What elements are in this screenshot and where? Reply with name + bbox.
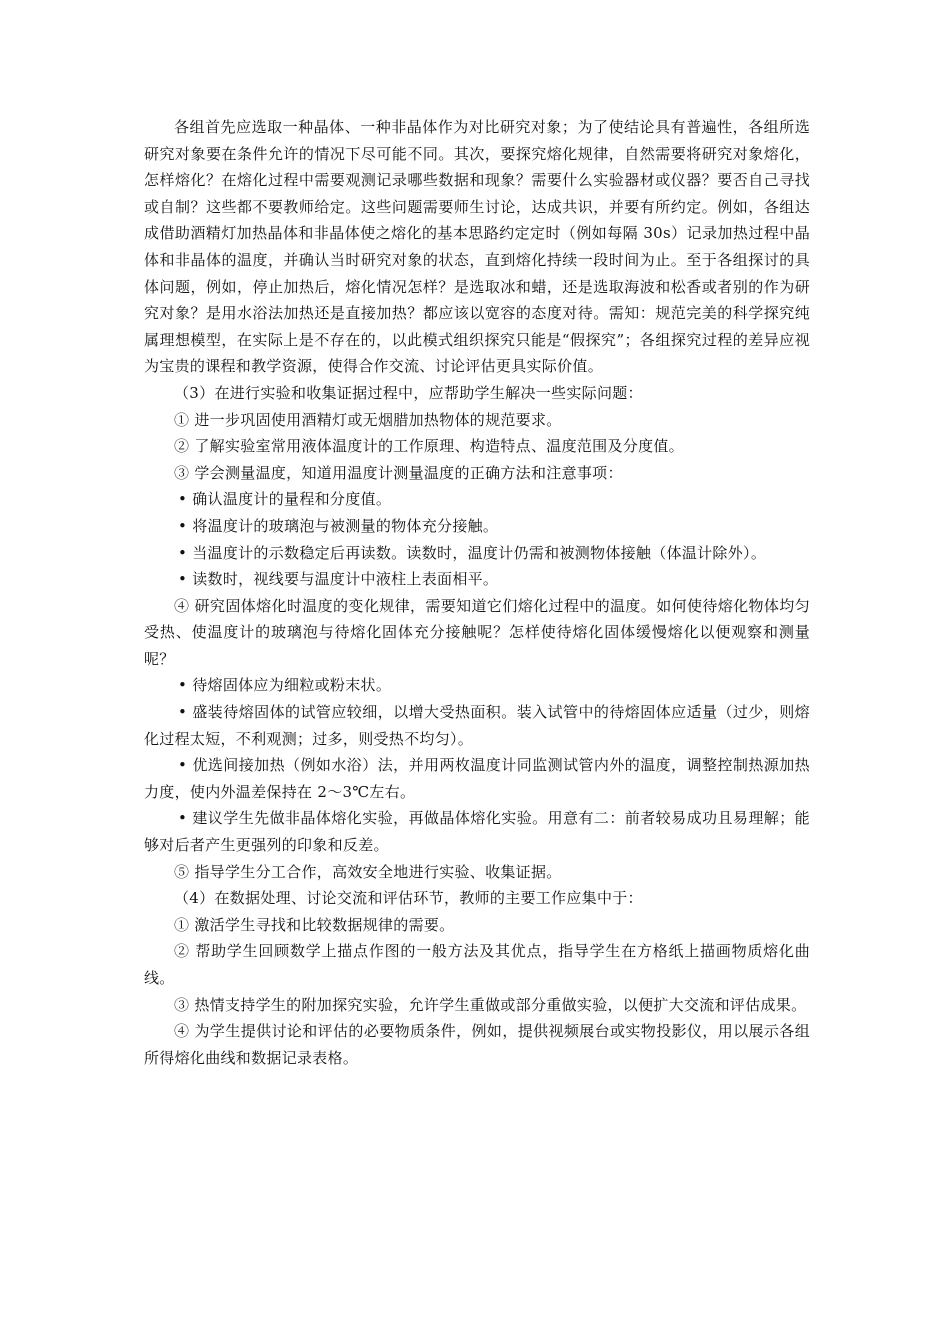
section-4-heading: （4）在数据处理、讨论交流和评估环节，教师的主要工作应集中于： <box>174 889 643 908</box>
bullet-item: • 确认温度计的量程和分度值。 <box>178 490 392 509</box>
bullet-item: • 读数时，视线要与温度计中液柱上表面相平。 <box>178 570 499 589</box>
list-item: ④ 研究固体熔化时温度的变化规律，需要知道它们熔化过程中的温度。如何使待熔化物体均匀受热、使温度计的玻璃泡与待熔化固体充分接触呢？怎样使待熔化固体缓慢熔化以便观察和测量呢？ <box>144 596 810 668</box>
bullet-item: • 待熔固体应为细粒或粉末状。 <box>178 676 392 695</box>
list-item: ⑤ 指导学生分工合作，高效安全地进行实验、收集证据。 <box>174 862 562 881</box>
list-item: ② 了解实验室常用液体温度计的工作原理、构造特点、温度范围及分度值。 <box>174 437 684 456</box>
bullet-item: • 将温度计的玻璃泡与被测量的物体充分接触。 <box>178 516 499 535</box>
paragraph-intro: 各组首先应选取一种晶体、一种非晶体作为对比研究对象；为了使结论具有普遍性，各组所选研究对象要在条件允许的情况下尽可能不同。其次，要探究熔化规律，自然需要将研究对象熔化，怎样熔化？在熔化过程中需要观测记录哪些数据和现象？需要什么实验器材或仪器？要否自己寻找或自制？这些都不要教师给定。这些问题需要师生讨论，达成共识，并要有所约定。例如，各组达成借助酒精灯加热晶体和非晶体使之熔化的基本思路约定定时（例如每隔 30s）记录加热过程中晶体和非晶体的温度，并确认当时研究对象的状态，直到熔化持续一段时间为止。至于各组探讨的具体问题，例如，停止加热后，熔化情况怎样？是选取冰和蜡，还是选取海波和松香或者别的作为研究对象？是用水浴法加热还是直接加热？都应该以宽容的态度对待。需知：规范完美的科学探究纯属理想模型，在实际上是不存在的，以此模式组织探究只能是“假探究”；各组探究过程的差异应视为宝贵的课程和教学资源，使得合作交流、讨论评估更具实际价值。 <box>144 118 810 376</box>
bullet-item: • 当温度计的示数稳定后再读数。读数时，温度计仍需和被测物体接触（体温计除外）。 <box>178 543 767 562</box>
section-3-heading: （3）在进行实验和收集证据过程中，应帮助学生解决一些实际问题： <box>174 383 643 402</box>
list-item: ① 激活学生寻找和比较数据规律的需要。 <box>174 915 455 934</box>
document-body <box>144 114 810 1071</box>
list-item: ③ 热情支持学生的附加探究实验，允许学生重做或部分重做实验，以便扩大交流和评估成果。 <box>174 995 807 1014</box>
list-item: ③ 学会测量温度，知道用温度计测量温度的正确方法和注意事项： <box>174 463 623 482</box>
bullet-item: • 建议学生先做非晶体熔化实验，再做晶体熔化实验。用意有二：前者较易成功且易理解；能够对后者产生更强列的印象和反差。 <box>144 809 810 855</box>
list-item: ① 进一步巩固使用酒精灯或无烟腊加热物体的规范要求。 <box>174 410 562 429</box>
bullet-item: • 盛装待熔固体的试管应较细，以增大受热面积。装入试管中的待熔固体应适量（过少，则熔化过程太短，不利观测；过多，则受热不均匀）。 <box>144 703 810 748</box>
list-item: ② 帮助学生回顾数学上描点作图的一般方法及其优点，指导学生在方格纸上描画物质熔化曲线。 <box>144 942 810 987</box>
list-item: ④ 为学生提供讨论和评估的必要物质条件，例如，提供视频展台或实物投影仪，用以展示各组所得熔化曲线和数据记录表格。 <box>144 1022 810 1067</box>
bullet-item: • 优选间接加热（例如水浴）法，并用两枚温度计同监测试管内外的温度，调整控制热源加热力度，使内外温差保持在 2～3℃左右。 <box>144 756 810 801</box>
